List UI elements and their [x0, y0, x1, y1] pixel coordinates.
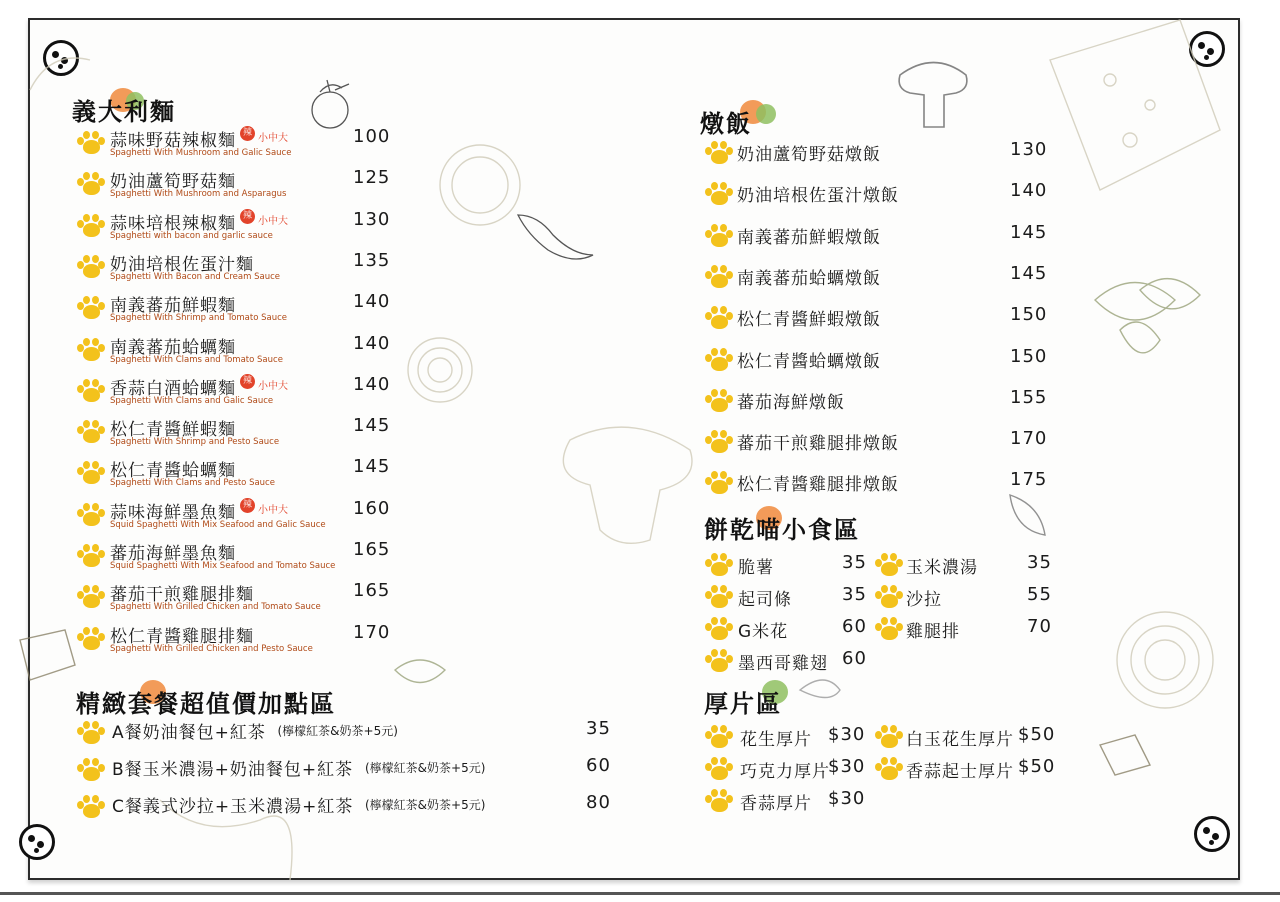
risotto-item-name: 蕃茄干煎雞腿排燉飯 — [737, 434, 899, 455]
paw-icon — [704, 181, 734, 207]
spicy-badge: 辣 — [240, 374, 255, 389]
paw-icon — [704, 429, 734, 455]
title-accent-green — [756, 104, 776, 124]
pasta-item-english: Spaghetti With Clams and Tomato Sauce — [110, 354, 283, 365]
paw-icon — [76, 130, 106, 156]
corner-face-icon — [1194, 816, 1230, 852]
page-bottom-edge — [0, 892, 1280, 895]
size-options: 小中大 — [258, 215, 288, 227]
risotto-item-name: 南義蕃茄鮮蝦燉飯 — [737, 227, 881, 248]
pasta-item-price: 125 — [353, 167, 391, 189]
pasta-item-name: 蕃茄海鮮墨魚麵 — [110, 544, 236, 564]
snack-item-name: 雞腿排 — [906, 622, 960, 642]
toast-item-price: $30 — [828, 724, 866, 745]
size-options: 小中大 — [258, 133, 288, 144]
paw-icon — [704, 552, 734, 578]
snack-item-price: 60 — [842, 616, 867, 637]
paw-icon — [76, 337, 106, 363]
snacks-title: 餅乾喵小食區 — [704, 515, 860, 544]
pasta-item-price: 130 — [353, 208, 391, 230]
pasta-item-price: 165 — [353, 580, 391, 602]
toast-title: 厚片區 — [704, 689, 782, 718]
snack-item-name: 玉米濃湯 — [906, 558, 978, 578]
paw-icon — [76, 794, 106, 820]
snack-item-price: 35 — [842, 552, 867, 573]
pasta-item-english: Spaghetti With Mushroom and Asparagus — [110, 189, 287, 200]
pasta-item-english: Spaghetti With Mushroom and Galic Sauce — [110, 148, 292, 158]
pasta-item-english: Squid Spaghetti With Mix Seafood and Tomato Sauce — [110, 561, 336, 571]
pasta-item-english: Spaghetti with bacon and garlic sauce — [110, 230, 273, 241]
risotto-item-name: 松仁青醬蛤蠣燉飯 — [737, 351, 881, 372]
risotto-item-name: 奶油培根佐蛋汁燉飯 — [737, 186, 899, 207]
toast-item-price: $30 — [828, 788, 866, 809]
snack-item-name: G米花 — [738, 622, 789, 642]
corner-face-icon — [1189, 31, 1225, 67]
pasta-item-price: 140 — [353, 291, 391, 313]
snack-item-price: 55 — [1027, 584, 1052, 605]
snack-item-name: 沙拉 — [906, 590, 942, 610]
paw-icon — [76, 419, 106, 445]
toast-item-name: 香蒜厚片 — [740, 794, 812, 814]
set-item-name: A餐奶油餐包+紅茶 — [112, 723, 266, 743]
snack-item-price: 35 — [1027, 552, 1052, 573]
paw-icon — [704, 140, 734, 166]
paw-icon — [76, 254, 106, 280]
risotto-item-price: 155 — [1010, 386, 1048, 408]
paw-icon — [76, 213, 106, 239]
paw-icon — [704, 223, 734, 249]
set-item-price: 35 — [586, 718, 611, 739]
snack-item-name: 墨西哥雞翅 — [738, 654, 828, 674]
toast-item-name: 花生厚片 — [740, 730, 812, 750]
pasta-item-name: 奶油蘆筍野菇麵 — [110, 172, 236, 193]
risotto-item-price: 145 — [1010, 221, 1048, 243]
pasta-item-name: 南義蕃茄蛤蠣麵 — [110, 337, 236, 358]
set-item-name: B餐玉米濃湯+奶油餐包+紅茶 — [112, 760, 354, 780]
pasta-item-english: Spaghetti With Clams and Pesto Sauce — [110, 478, 275, 489]
pasta-item-english: Spaghetti With Grilled Chicken and Tomato Sauce — [110, 602, 321, 613]
snack-item-price: 60 — [842, 648, 867, 669]
toast-item-name: 巧克力厚片 — [740, 762, 830, 782]
toast-item-name: 香蒜起士厚片 — [906, 762, 1014, 782]
risotto-item-price: 175 — [1010, 469, 1048, 491]
risotto-item-price: 150 — [1010, 345, 1048, 367]
paw-icon — [76, 757, 106, 783]
paw-icon — [704, 584, 734, 610]
risotto-item-price: 150 — [1010, 304, 1048, 326]
risotto-item-price: 145 — [1010, 262, 1048, 284]
paw-icon — [76, 543, 106, 569]
size-options: 小中大 — [258, 504, 288, 516]
risotto-item-price: 140 — [1010, 180, 1048, 202]
pasta-item-name: 蒜味海鮮墨魚麵 — [110, 502, 236, 523]
pasta-item-english: Spaghetti With Grilled Chicken and Pesto Sauce — [110, 643, 313, 654]
paw-icon — [704, 305, 734, 331]
paw-icon — [874, 724, 904, 750]
snack-item-name: 脆薯 — [738, 558, 774, 578]
paw-icon — [704, 788, 734, 814]
toast-item-name: 白玉花生厚片 — [906, 730, 1014, 750]
spicy-badge: 辣 — [240, 209, 255, 224]
pasta-item-price: 165 — [353, 539, 391, 560]
corner-face-icon — [19, 824, 55, 860]
pasta-item-english: Spaghetti With Clams and Galic Sauce — [110, 395, 274, 406]
pasta-item-price: 170 — [353, 621, 391, 643]
paw-icon — [76, 171, 106, 197]
paw-icon — [76, 626, 106, 652]
pasta-item-name: 松仁青醬蛤蠣麵 — [110, 461, 236, 482]
risotto-item-name: 松仁青醬雞腿排燉飯 — [737, 475, 899, 496]
risotto-item-name: 南義蕃茄蛤蠣燉飯 — [737, 268, 881, 289]
pasta-item-name: 蕃茄干煎雞腿排麵 — [110, 585, 254, 606]
paw-icon — [874, 616, 904, 642]
risotto-item-price: 170 — [1010, 428, 1048, 450]
set-item-name: C餐義式沙拉+玉米濃湯+紅茶 — [112, 797, 354, 817]
paw-icon — [874, 756, 904, 782]
pasta-item-price: 140 — [353, 332, 391, 354]
pasta-item-price: 145 — [353, 456, 391, 478]
pasta-item-name: 南義蕃茄鮮蝦麵 — [110, 296, 236, 317]
toast-item-price: $30 — [828, 756, 866, 777]
paw-icon — [704, 648, 734, 674]
risotto-item-name: 松仁青醬鮮蝦燉飯 — [737, 310, 881, 331]
pasta-item-price: 140 — [353, 373, 391, 395]
paw-icon — [704, 264, 734, 290]
pasta-item-english: Spaghetti With Bacon and Cream Sauce — [110, 271, 280, 282]
paw-icon — [874, 584, 904, 610]
pasta-item-price: 135 — [353, 249, 391, 271]
corner-face-icon — [43, 40, 79, 76]
risotto-item-name: 蕃茄海鮮燉飯 — [737, 392, 845, 413]
risotto-title: 燉飯 — [700, 109, 752, 138]
snack-item-price: 70 — [1027, 616, 1052, 637]
paw-icon — [76, 460, 106, 486]
pasta-item-name: 香蒜白酒蛤蠣麵 — [110, 378, 236, 399]
snack-item-name: 起司條 — [738, 590, 792, 610]
spicy-badge: 辣 — [240, 498, 255, 513]
paw-icon — [76, 720, 106, 746]
pasta-item-price: 100 — [353, 126, 391, 147]
paw-icon — [76, 378, 106, 404]
paw-icon — [704, 347, 734, 373]
pasta-item-english: Spaghetti With Shrimp and Pesto Sauce — [110, 437, 280, 448]
paw-icon — [704, 616, 734, 642]
pasta-title: 義大利麵 — [72, 97, 176, 126]
pasta-item-english: Spaghetti With Shrimp and Tomato Sauce — [110, 313, 288, 324]
paw-icon — [76, 295, 106, 321]
paw-icon — [704, 756, 734, 782]
paw-icon — [704, 388, 734, 414]
pasta-item-name: 奶油培根佐蛋汁麵 — [110, 254, 254, 275]
snack-item-price: 35 — [842, 584, 867, 605]
paw-icon — [76, 502, 106, 528]
pasta-item-name: 松仁青醬雞腿排麵 — [110, 626, 254, 647]
paw-icon — [76, 584, 106, 610]
toast-item-price: $50 — [1018, 756, 1056, 777]
toast-item-price: $50 — [1018, 724, 1056, 745]
paw-icon — [874, 552, 904, 578]
pasta-item-name: 蒜味培根辣椒麵 — [110, 213, 236, 234]
spicy-badge: 辣 — [240, 126, 255, 141]
paw-icon — [704, 724, 734, 750]
paw-icon — [704, 470, 734, 496]
pasta-item-name: 蒜味野菇辣椒麵 — [110, 131, 236, 151]
set-item-price: 80 — [586, 792, 611, 813]
pasta-item-name: 松仁青醬鮮蝦麵 — [110, 420, 236, 441]
size-options: 小中大 — [258, 380, 288, 392]
set-item-note: (檸檬紅茶&奶茶+5元) — [277, 724, 398, 738]
pasta-item-english: Squid Spaghetti With Mix Seafood and Galic Sauce — [110, 519, 326, 530]
pasta-item-price: 145 — [353, 415, 391, 437]
set-item-price: 60 — [586, 755, 611, 776]
set-item-note: (檸檬紅茶&奶茶+5元) — [365, 761, 486, 775]
risotto-item-name: 奶油蘆筍野菇燉飯 — [737, 145, 881, 165]
pasta-item-price: 160 — [353, 497, 391, 519]
risotto-item-price: 130 — [1010, 139, 1048, 160]
set-item-note: (檸檬紅茶&奶茶+5元) — [365, 798, 486, 812]
sets-title: 精緻套餐超值價加點區 — [76, 689, 336, 718]
